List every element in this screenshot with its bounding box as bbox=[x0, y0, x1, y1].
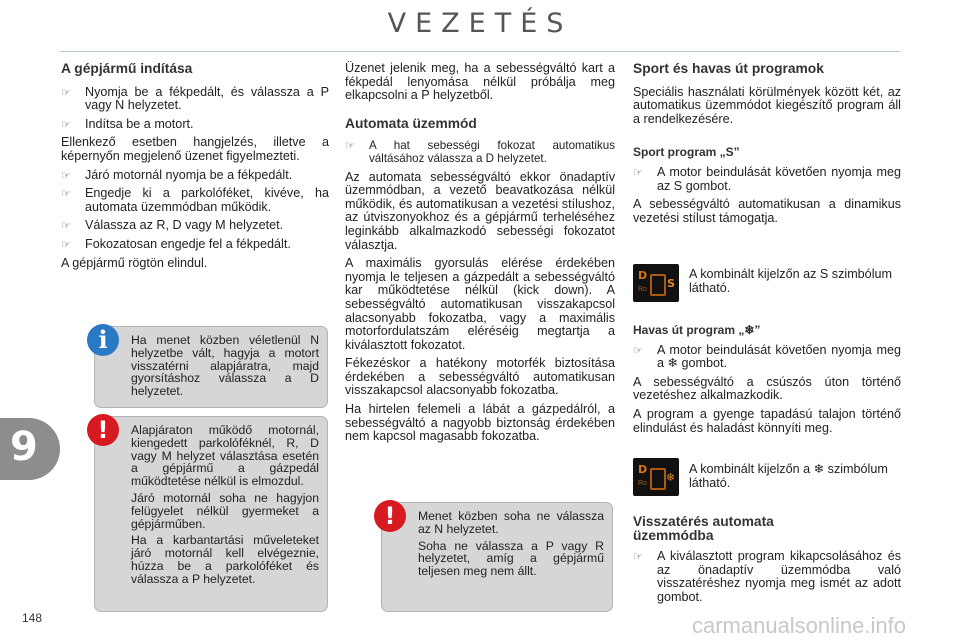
sport-display-image bbox=[633, 264, 679, 302]
warning-note-driving bbox=[381, 502, 613, 612]
column-programs bbox=[633, 62, 901, 230]
paragraph: Üzenet jelenik meg, ha a sebességváltó kart a fékpedál lenyomása nélkül próbálja meg elkapcsolni a P helyzetből. bbox=[345, 61, 615, 103]
note-text: Soha ne válassza a P vagy R helyzetet, amíg a gépjármű teljesen meg nem állt. bbox=[418, 538, 604, 579]
paragraph: Ellenkező esetben hangjelzés, illetve a képernyőn megjelenő üzenet figyelmezteti. bbox=[61, 135, 329, 163]
watermark: carmanualsonline.info bbox=[691, 613, 906, 638]
warning-icon: ! bbox=[87, 414, 119, 446]
paragraph: A program a gyenge tapadású talajon történő elindulást és haladást könnyíti meg. bbox=[633, 406, 901, 435]
bullet-item: ☞ A motor beindulását követően nyomja meg a ❄ gombot. bbox=[633, 342, 901, 371]
bullet-hand-icon: ☞ bbox=[61, 219, 71, 233]
chapter-tab bbox=[0, 418, 60, 480]
info-icon: i bbox=[87, 324, 119, 356]
note-text: Ha menet közben véletlenül N helyzetbe vált, hagyja a motort visszatérni alapjáratra, majd gyorsításhoz válassza a D helyzetet. bbox=[131, 333, 319, 399]
bullet-item: ☞ Fokozatosan engedje fel a fékpedált. bbox=[61, 236, 291, 251]
bullet-hand-icon: ☞ bbox=[345, 139, 355, 153]
bullet-item: ☞ A hat sebességi fokozat automatikus váltásához válassza a D helyzetet. bbox=[345, 139, 615, 165]
gear-letter: D bbox=[638, 463, 648, 476]
snow-symbol-icon: ❄ bbox=[665, 471, 675, 484]
snow-display-image bbox=[633, 458, 679, 496]
bullet-hand-icon: ☞ bbox=[61, 85, 71, 99]
bullet-hand-icon: ☞ bbox=[633, 550, 643, 564]
note-text: Járó motornál soha ne hagyjon felügyelet nélkül gyermeket a gépjárműben. bbox=[131, 490, 319, 531]
bullet-item: ☞ Indítsa be a motort. bbox=[61, 116, 194, 131]
column-automatic bbox=[345, 62, 615, 449]
subtitle-sport: Sport program „S” bbox=[633, 145, 740, 160]
gear-letter: D bbox=[638, 269, 648, 282]
paragraph: Fékezéskor a hatékony motorfék biztosítása érdekében a sebességváltó automatikusan visszakapcsol alacsonyabb fokozatba. bbox=[345, 356, 615, 398]
column-starting bbox=[61, 62, 329, 275]
paragraph: A maximális gyorsulás elérése érdekében nyomja le teljesen a gázpedált a sebességváltó kar működtetése nélkül (kick down). A sebességváltó automatikusan visszakapcsol alacsonyabb fokozatba, vagy a maximális motorfordulatszám eléréséig megtartja a kiválasztott fokozatot. bbox=[345, 256, 615, 352]
section-title-return: Visszatérés automata üzemmódba bbox=[633, 514, 774, 543]
paragraph: Az automata sebességváltó ekkor önadaptív üzemmódban, a vezető beavatkozása nélkül működik, és automatikusan a vezetési stílushoz, az útviszonyokhoz és a gépjármű terheléséhez leginkább alkalmazkodó sebességi fokozatot választja. bbox=[345, 169, 615, 252]
page-title: VEZETÉS bbox=[387, 8, 573, 39]
column-programs-return bbox=[633, 515, 901, 610]
gear-row: Ro bbox=[638, 480, 647, 487]
paragraph: A gépjármű rögtön elindul. bbox=[61, 255, 208, 270]
sport-symbol-icon: S bbox=[667, 277, 675, 290]
chapter-number: 9 bbox=[10, 424, 38, 470]
bullet-hand-icon: ☞ bbox=[61, 187, 71, 201]
column-programs-snow bbox=[633, 324, 901, 440]
note-text: Alapjáraton működő motornál, kiengedett parkolóféknél, R, D vagy M helyzet választása esetén a gépjármű a gázpedál működtetése nélkül is elmozdul. bbox=[131, 423, 319, 489]
section-title-automatic: Automata üzemmód bbox=[345, 115, 477, 131]
warning-note-idle bbox=[94, 416, 328, 612]
bullet-item: ☞ Nyomja be a fékpedált, és válassza a P vagy N helyzetet. bbox=[61, 84, 329, 113]
display-caption-snow: A kombinált kijelzőn a ❄ szimbólum látható. bbox=[689, 462, 888, 490]
paragraph: A sebességváltó automatikusan a dinamikus vezetési stílust támogatja. bbox=[633, 197, 901, 225]
gear-row: Ro bbox=[638, 286, 647, 293]
bullet-hand-icon: ☞ bbox=[61, 117, 71, 131]
subtitle-snow: Havas út program „❄” bbox=[633, 323, 761, 337]
bullet-item: ☞ A motor beindulását követően nyomja meg az S gombot. bbox=[633, 164, 901, 193]
paragraph: Ha hirtelen felemeli a lábát a gázpedálról, a sebességváltó a nagyobb biztonság érdekében nem kapcsol magasabb fokozatba. bbox=[345, 402, 615, 444]
info-note bbox=[94, 326, 328, 408]
note-text: Menet közben soha ne válassza az N helyzetet. bbox=[418, 509, 604, 536]
bullet-hand-icon: ☞ bbox=[633, 165, 643, 179]
bullet-hand-icon: ☞ bbox=[633, 343, 643, 357]
paragraph: A sebességváltó a csúszós úton történő vezetéshez alkalmazkodik. bbox=[633, 374, 901, 403]
bullet-hand-icon: ☞ bbox=[61, 168, 71, 182]
display-caption-sport: A kombinált kijelzőn az S szimbólum látható. bbox=[689, 267, 892, 295]
section-title-programs: Sport és havas út programok bbox=[633, 61, 824, 76]
gear-box bbox=[650, 274, 666, 296]
gear-box bbox=[650, 468, 666, 490]
note-text: Ha a karbantartási műveleteket járó motornál kell elvégeznie, húzza be a parkolóféket és válassza a P helyzetet. bbox=[131, 533, 319, 586]
bullet-item: ☞ A kiválasztott program kikapcsolásához és az önadaptív üzemmódba való visszatéréshez nyomja meg ismét az adott gombot. bbox=[633, 549, 901, 604]
header-divider bbox=[60, 51, 900, 52]
page-header bbox=[0, 0, 960, 52]
page-number: 148 bbox=[22, 611, 43, 625]
bullet-item: ☞ Járó motornál nyomja be a fékpedált. bbox=[61, 167, 293, 182]
bullet-item: ☞ Válassza az R, D vagy M helyzetet. bbox=[61, 218, 284, 233]
bullet-hand-icon: ☞ bbox=[61, 237, 71, 251]
section-title-starting: A gépjármű indítása bbox=[61, 61, 193, 76]
bullet-item: ☞ Engedje ki a parkolóféket, kivéve, ha automata üzemmódban működik. bbox=[61, 186, 329, 214]
warning-icon: ! bbox=[374, 500, 406, 532]
paragraph: Speciális használati körülmények között két, az automatikus üzemmódot kiegészítő program áll a rendelkezésére. bbox=[633, 84, 901, 126]
